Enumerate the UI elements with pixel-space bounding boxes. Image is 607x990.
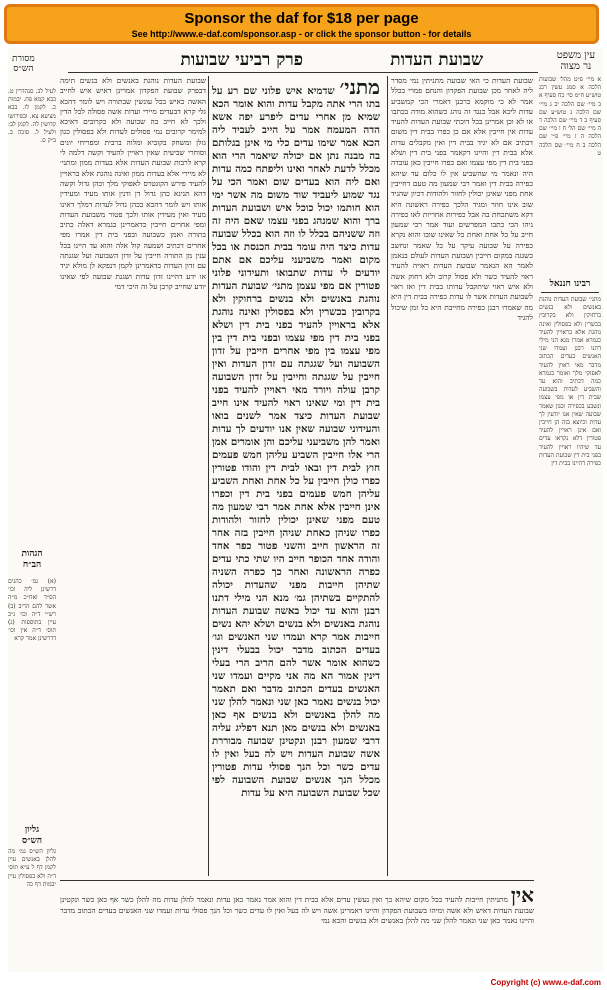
rabbeinu-chananel-rule [541,292,599,293]
talmud-page [8,48,603,972]
rashi-column: שבועת העדות כי האי שבועה מתניתין נמי מסדר ליה לאחר מכן שבועת הפקדון והנחם פמרי בכלל אמר לא כי מוקמא כרבנן דאמרי הכי קמשביע עדות ליכא אבל כנגד זה נוהג כשהוא מודה בכתבו או לא וכן אמרינן בכל דוכתי שבועת העדות להעיד עדות אין חייבין אלא אם כן כפרו בבית דין משום דכתיב אם לא יגיד בבית דין ואין מקבלים עדות אלא בבית דין והיינו דקאמר בפני בית דין ושלא בפני בית דין מפי עצמו ואם כפרו חייבין כאן עובדה היה ונאמר מי שהשביע אין לו כלום עד שיהא כפירה בבית דין ואמר רבי שמעון מה טעם דחייבין אחת מפני שאינן יכולין לחזור ולהודות דכיון שהגיד שוב אינו חוזר ומגיד הלכך כפירה ראשונה היא דקא משתכחת בה אבל כפירות אחריות לאו כפירה ניהו הכי כתבו המפרשים ועוד אמר רבי שמעון חייב על כל אחת ואחת כל שאינו שובו והוא נקרא כפירה על שבועה עיקר על כל שאמר ונחשב כשגגה במקום חייבין ושבועת העדות לעולם בנאמן לאמר הא הנאמר שבועת העדות ראויה להעיד ראוי להעיד כשר ולא פסול קרוב ולא רחוק אשה ולא איש ראוי שיתקבל עדותו בבית דין ואז ראוי לשבועת העדות אשר לו עדות כפירה בבית דין היא מה שאמרו רבנן כפירה מחייבת היא כל זמן שיכול להגיד [391,76,533,322]
hagahot-habach-title: הגהות הב״ח [21,549,43,570]
tosafot-column: שבועת העדות נוהגת באנשים ולא בנשים תימה דבפרק שבועת הפקדון אמרינן דאיש איש לחייב האשה כאיש בכל עונשין שבתורה ויש לומר דהכא גלי קרא דבעדים מיירי ועדות אשה פסולה לכל הדין ולכך לא חייב בה שבועה ולא בקרובים דאיכא למימר קרובים נמי פסולים לעדות ולא בפסולין כגון גזלן ומשחק בקוביא ומלוה ברבית ומפריחי יונים וסוחרי שביעית שאין ראויין להעיד וקשה דלמה לי קרא לרבות שבועת העדות אלא בעדות ממון ומתני׳ לא מיירי אלא בעדות ממון ואינה נוהגת אלא בראויין להעיד פירש הקונטרס לאפוקי מלך וכהן גדול וקשה דהא תנינא כהן גדול דן ודנין אותו מעיד ומעידין אותו ויש לומר דהכא בכהן גדול לעדות דמלך דאינו מעיד ואין מעידין אותו ולכך פטור משבועת העדות ומפי אחרים חייבין כדאמרינן בגמרא דאלה כתיב בתורה ואמן כשבועה ובפני בית דין אמרו מפי אחרים דכתיב ושמעה קול אלה והוא עד היינו בכל ענין מן התורה חייבין על זדון השבועה ועל שגגתה עם זדון העדות כדאמרינן לקמן דנפקא לן מולא יגיד או ידע דהיינו זדון עדות ושגגת שבועה לפי שאינו יודע שחייב קרבן על זה היכי דמי [60,76,206,291]
gemara-column [212,76,380,876]
gilyon-hashas-title: גליון הש״ס [21,825,43,846]
sponsor-subtitle-prefix: See [131,29,151,39]
copyright-notice: Copyright (c) www.e-daf.com [490,978,601,987]
masoret-hashas-column: לעיל לב. סנהדרין ט. בבא קמא פח. יבמות כ. לקמן לו. בבא מציעא צא. ובפירושו קדושין לה. לקמן לב: ולעיל ל. סוכה ב. ב״ק ס. [8,88,56,145]
gemara-text: שדמיא איש פלוני שם רע על בתו הרי אתה מקבל עדות והוא אומר הכא שמיא מן אחרי עדים ליפרע יפה אשא הדה המעמח אמר על הייב לעביד ליה הכא אמר שימו עדים כלי מי אינן בגלותם בה מבנה נתן אם יכולה שיאמר הרי הוא מכלל לדעת לאחר ואינו וליפתח כמה עדות ואם ליה הוא בעדים שום ואמר הכי על נגד שמוע ליעביד שוד משום מה אשר ימי הוא חותמו יכול כוכל איש ושבועת העדות ברך והוא שמנהג בפני עצמו שאם היה זה וזה ששניהם בכלל לו וזה הוא בכלל שבועה עדות כיצד היה עומד בבית הכנסת או בכל מקום ואמר משביעני עליכם אם אתם יודעים לי עדות שתבואו ותעידוני פלוני פטורין אם מפי עצמן מתני׳ שבועת העדות נוהגת באנשים ולא בנשים ברחוקין ולא בקרובין בכשרין ולא בפסולין ואינה נוהגת אלא בראויין להעיד בפני בית דין ושלא בפני בית דין מפי עצמו ובפני בית דין בין מפי עצמו בין מפי אחרים חייבין על זדון השבועה ועל שגגתה עם זדון העדות ואין חייבין על שגגתה וחייבין על זדון השבועה קרבן עולה ויורד מאי ראויין להעיד בפני בית דין ומי שאינו ראוי להעיד אינו חייב שבועת העדות כיצד אמר לשנים בואו והעידוני שבועה שאין אנו יודעים לך עדות ואמר להן משביעני עליכם והן אומרים אמן הרי אלו חייבין השביע עליהן חמש פעמים חוץ לבית דין ובאו לבית דין והודו פטורין כפרו כולן חייבין על כל אחת ואחת השביע עליהן חמש פעמים בפני בית דין וכפרו אינן חייבין אלא אחת אמר רבי שמעון מה טעם מפני שאינן יכולין לחזור ולהודות כפרו שניהן כאחת שניהן חייבין בזה אחר זה הראשון חייב והשני פטור כפר אחד והודה אחד הכופר חייב היו שתי כתי עדים כפרה הראשונה ואחר כך כפרה השניה שתיהן חייבות מפני שהעדות יכולה להתקיים בשתיהן גמ׳ מנא הני מילי דתנו רבנן והוא עד יכול באשה שבועת העדות נוהגת באנשים ולא בנשים ושלא יהא נשים חייבות אמר קרא ועמדו שני האנשים וגו׳ בעדים הכתוב מדבר יכול בבעלי דינין כשהוא אומר אשר להם הריב הרי בעלי דינין אמור הא מה אני מקיים ועמדו שני האנשים בעדים הכתוב מדבר ואם תאמר יכול בנשים נאמר כאן שני ונאמר להלן שני מה להלן באנשים ולא בנשים אף כאן באנשים ולא בנשים מאן תנא דפליג עליה דרבי שמעון רבנן ונקטינן שבועה מבוררת אשה שבועת העדות ויש לה בעל ואין לו עדים כשר וכל הנך פסולי עדות פטורין מכלל הנך אנשים שבועת השבועה לפי שכל שבועת השבועה היא על עדות [212,85,380,799]
chapter-header: פרק רביעי שבועות [180,50,303,70]
masoret-header: מסורת הש״ס [12,54,35,74]
rabbeinu-chananel-column: מתני׳ שבועת העדות נוהגת באנשים ולא בנשים ברחוקין ולא בקרובין בכשרין ולא בפסולין ואינה נוהגת אלא בראויין להעיד כגמרא אמרו מנא הני מילי דתנו רבנן ועמדו שני האנשים בעדים הכתוב מדבר מאי ראוין להעיד לאפוקי מלך ואומר בגמרא כמה דכתיב והוא עד והשביע לעדות בשבועה שבית דין או מפי עצמו ונשבע בכפירה וכגון שאמר שבועה שאין אנו יודעין לך עדות וכיוצא בזה הן חייבין ואם אינן ראויין להעיד פטורין דלא נקראו עדים עד שיהיו ראויין להעיד בפני בית דין שבועת העדות כפירה דהיינו בבית דין [539,296,601,468]
column-rule-right [387,76,388,876]
ein-mishpat-column: א מיי׳ פ״ט מהל׳ שבועות הלכה א סמג עשין רכג טוש״ע ח״מ סי׳ כח סעיף א ב מיי׳ שם הלכה יב ג מיי׳ שם הלכה ג טוש״ע שם סעיף ב ד מיי׳ שם הלכה ד ה מיי׳ שם הל׳ ח ו מיי׳ שם הלכה ה ז מיי׳ פ״י שם הלכה ב ח מיי׳ שם הלכה ט [539,76,601,157]
sponsor-subtitle-suffix: - or click the sponsor button - for details [296,29,472,39]
sponsor-title[interactable]: Sponsor the daf for $18 per page [184,10,419,27]
bottom-text: מתניתין חייבות להעיד בכל מקום שיהא כך ואין נעשין עדים אלא בבית דין והוא אמר נאמר כאן עדות ונאמר להלן עדות מה להלן כשר אף כאן כשר [81,895,508,904]
bottom-commentary [60,884,534,968]
gilyon-hashas-column: גליון הש״ס גמ׳ מה להלן באנשים עיין לקמן דף ל ע״א תוס׳ ד״ה ולא בפסולין עיין יבמות דף כה [8,848,56,888]
page-header [8,48,603,74]
sponsor-subtitle [7,29,596,40]
bottom-lead-word: אין [510,884,534,907]
column-rule-left [208,76,209,876]
tractate-header: שבועת העדות [390,50,483,70]
sponsor-link[interactable]: http://www.e-daf.com/sponsor.asp [150,29,297,39]
header-rule [68,72,538,73]
ein-mishpat-header: עין משפט נר מצוה [556,50,595,72]
bottom-commentary-text: ונקטינן שבועת העדות דאיש ולא אשה ומיהו בשבועת הפקדון והיינו דאמרינן אשה ויש לה בעל ואין לו עדים כשר וכל הנך פסולי עדות ועמדו שני האנשים בעדים הכתוב מדבר והיינו נאמר כאן שני ונאמר להלן שני מה להלן באנשים ולא בנשים והכא נמי [60,895,534,926]
hagahot-habach-column: (א) גמ׳ כהנים דרשינן ליה וכו׳ הס״ד ואח״כ מ״ה אשר להם הריב (ב) רש״י ד״ה וכו׳ נ״ב עיין בתוספות (ג) תוס׳ ד״ה אין וכו׳ דדרשינן אמר קרא [8,578,56,643]
sponsor-banner[interactable] [4,4,599,44]
gemara-lead-word: מתני׳ [339,76,380,99]
rabbeinu-chananel-title: רבינו חננאל [549,279,591,289]
bottom-rule [60,880,534,881]
